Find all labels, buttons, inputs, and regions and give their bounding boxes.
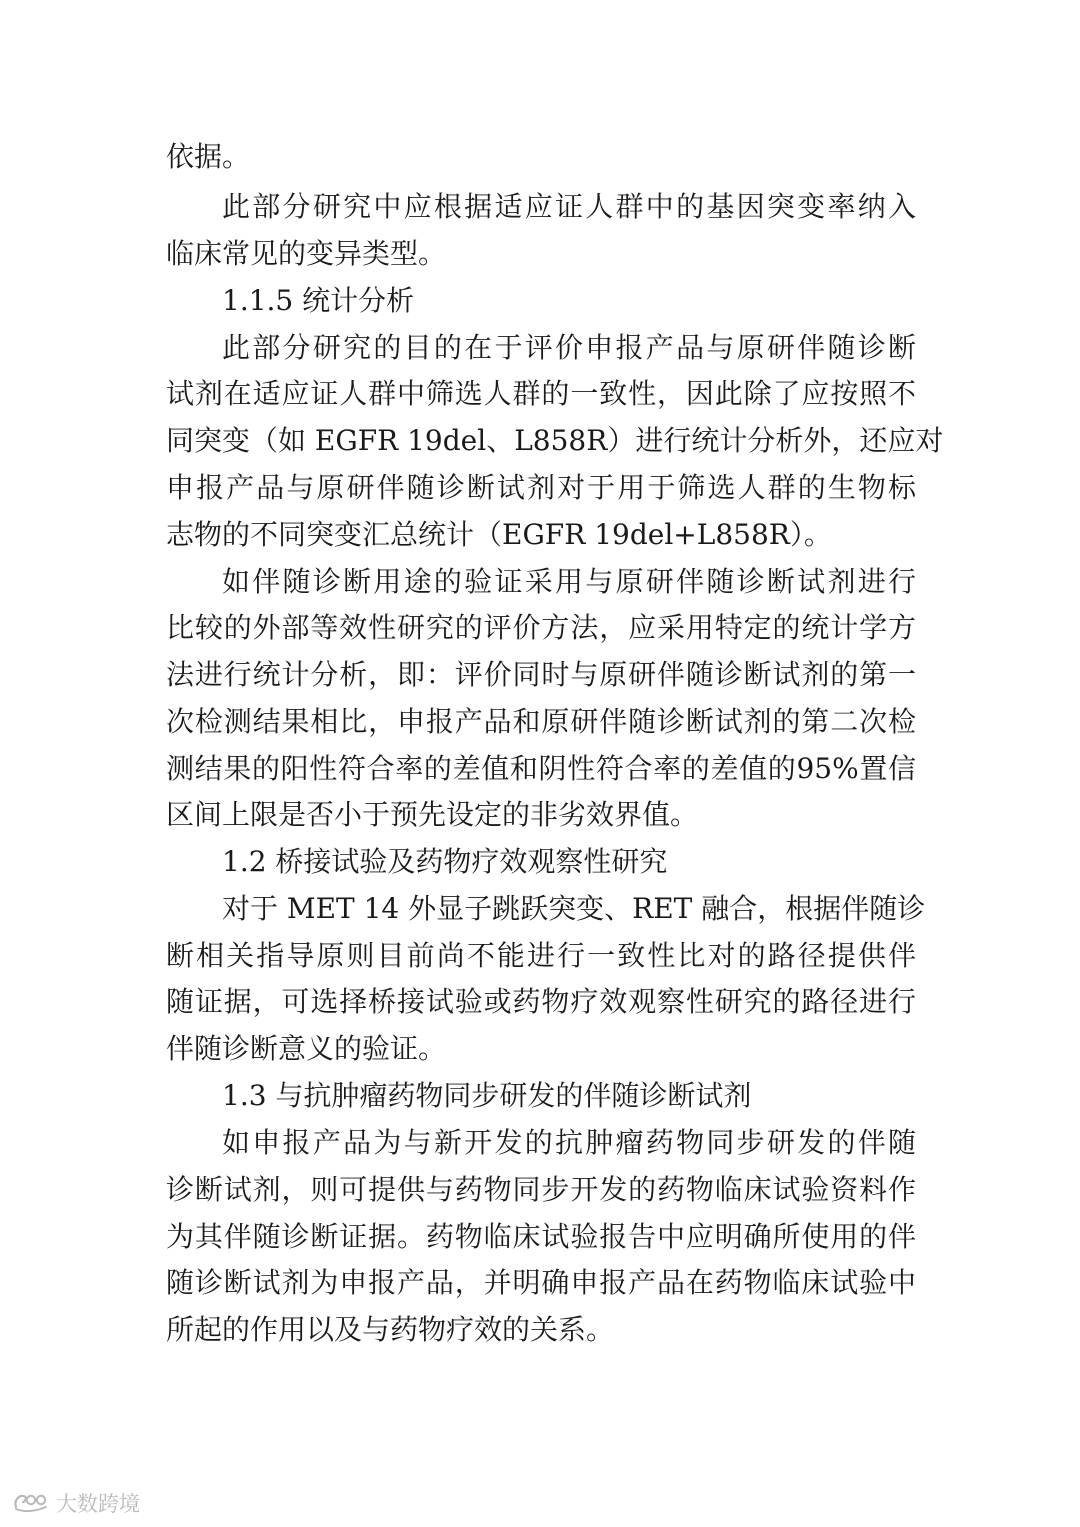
bigdata-logo-icon (12, 1491, 50, 1515)
text-line: 比较的外部等效性研究的评价方法，应采用特定的统计学方 (166, 611, 916, 644)
text-line: 此部分研究的目的在于评价申报产品与原研伴随诊断 (222, 331, 916, 364)
section-heading-1-3: 1.3 与抗肿瘤药物同步研发的伴随诊断试剂 (222, 1079, 752, 1112)
text-line: 申报产品与原研伴随诊断试剂对于用于筛选人群的生物标 (166, 471, 916, 504)
watermark (12, 1488, 140, 1518)
text-line: 试剂在适应证人群中筛选人群的一致性，因此除了应按照不 (166, 377, 916, 410)
text-line: 所起的作用以及与药物疗效的关系。 (166, 1313, 615, 1346)
section-heading-1-1-5: 1.1.5 统计分析 (222, 284, 415, 317)
text-line: 随证据，可选择桥接试验或药物疗效观察性研究的路径进行 (166, 985, 916, 1018)
text-line: 如申报产品为与新开发的抗肿瘤药物同步研发的伴随 (222, 1126, 916, 1159)
text-line: 测结果的阳性符合率的差值和阴性符合率的差值的95%置信 (166, 752, 916, 785)
section-heading-1-2: 1.2 桥接试验及药物疗效观察性研究 (222, 845, 668, 878)
text-line: 临床常见的变异类型。 (166, 237, 447, 270)
text-line: 次检测结果相比，申报产品和原研伴随诊断试剂的第二次检 (166, 705, 916, 738)
text-line: 如伴随诊断用途的验证采用与原研伴随诊断试剂进行 (222, 565, 916, 598)
text-line: 伴随诊断意义的验证。 (166, 1032, 447, 1065)
text-line: 志物的不同突变汇总统计（EGFR 19del+L858R）。 (166, 518, 832, 551)
text-line: 同突变（如 EGFR 19del、L858R）进行统计分析外，还应对 (166, 424, 944, 457)
text-line: 此部分研究中应根据适应证人群中的基因突变率纳入 (222, 190, 916, 223)
text-line: 依据。 (166, 140, 251, 173)
text-line: 为其伴随诊断证据。药物临床试验报告中应明确所使用的伴 (166, 1220, 916, 1253)
text-line: 诊断试剂，则可提供与药物同步开发的药物临床试验资料作 (166, 1173, 916, 1206)
text-line: 对于 MET 14 外显子跳跃突变、RET 融合，根据伴随诊 (222, 892, 926, 925)
text-line: 随诊断试剂为申报产品，并明确申报产品在药物临床试验中 (166, 1266, 916, 1299)
text-line: 区间上限是否小于预先设定的非劣效界值。 (166, 798, 699, 831)
text-line: 法进行统计分析，即：评价同时与原研伴随诊断试剂的第一 (166, 658, 916, 691)
watermark-text: 大数跨境 (56, 1492, 140, 1516)
text-line: 断相关指导原则目前尚不能进行一致性比对的路径提供伴 (166, 939, 916, 972)
